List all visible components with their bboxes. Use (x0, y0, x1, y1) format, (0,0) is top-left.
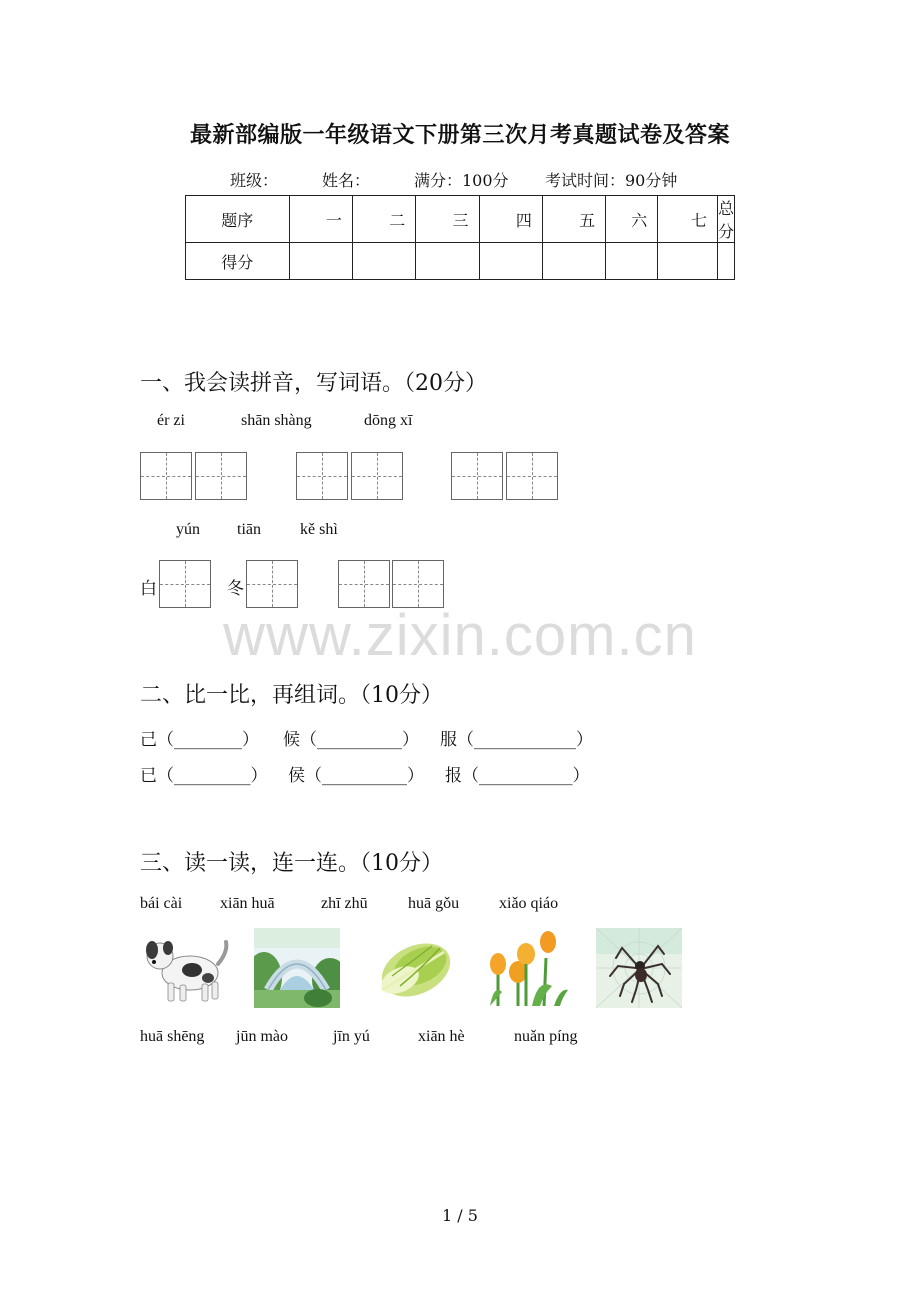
score-cell[interactable] (717, 243, 734, 280)
q3-top-pinyin[interactable]: bái cài (140, 895, 183, 912)
score-cell[interactable] (658, 243, 718, 280)
full-score: 满分：100分 (414, 171, 509, 190)
q2-item[interactable]: 侯（__________） (288, 766, 424, 786)
name-label: 姓名： (322, 171, 371, 190)
cabbage-picture[interactable] (370, 928, 456, 1008)
writing-box[interactable] (392, 560, 444, 608)
q1-pinyin-dongxi: dōng xī (364, 412, 413, 429)
col-5: 五 (542, 196, 605, 243)
q1-pinyin-erzi: ér zi (157, 412, 185, 429)
col-3: 三 (416, 196, 479, 243)
row-label-tixu: 题序 (186, 196, 290, 243)
q2-item[interactable]: 候（__________） (283, 730, 419, 750)
bridge-picture[interactable] (254, 928, 340, 1008)
exam-time: 考试时间：90分钟 (545, 171, 678, 190)
q3-heading: 三、读一读，连一连。（10分） (140, 851, 443, 876)
watermark: www.zixin.com.cn (223, 603, 697, 668)
q2-item[interactable]: 报（___________） (445, 766, 590, 786)
q3-bottom-pinyin[interactable]: jūn mào (236, 1028, 288, 1045)
writing-box[interactable] (338, 560, 390, 608)
score-cell[interactable] (606, 243, 658, 280)
q2-item[interactable]: 已（_________） (140, 766, 268, 786)
writing-box[interactable] (351, 452, 403, 500)
score-cell[interactable] (479, 243, 542, 280)
q3-bottom-pinyin[interactable]: xiān hè (418, 1028, 465, 1045)
writing-box[interactable] (140, 452, 192, 500)
q3-bottom-pinyin[interactable]: huā shēng (140, 1028, 205, 1045)
score-cell[interactable] (352, 243, 415, 280)
dog-picture[interactable] (140, 928, 230, 1008)
q3-top-pinyin[interactable]: huā gǒu (408, 895, 460, 912)
q1-pinyin-yun: yún (176, 521, 200, 538)
score-table (185, 195, 735, 280)
q3-top-pinyin[interactable]: xiǎo qiáo (499, 895, 559, 912)
writing-box[interactable] (246, 560, 298, 608)
col-total: 总分 (717, 196, 734, 243)
q3-top-pinyin[interactable]: xiān huā (220, 895, 275, 912)
q1-pinyin-tian: tiān (237, 521, 261, 538)
writing-box[interactable] (451, 452, 503, 500)
q1-pinyin-shanshang: shān shàng (241, 412, 312, 429)
q3-bottom-pinyin[interactable]: nuǎn píng (514, 1028, 578, 1045)
q1-prefix-dong: 冬 (227, 579, 244, 599)
q2-item[interactable]: 服（____________） (440, 730, 593, 750)
q2-item[interactable]: 己（________） (140, 730, 259, 750)
spider-picture[interactable] (596, 928, 682, 1008)
writing-box[interactable] (195, 452, 247, 500)
row-label-defen: 得分 (186, 243, 290, 280)
col-7: 七 (658, 196, 718, 243)
q1-heading: 一、我会读拼音，写词语。（20分） (140, 371, 487, 396)
score-cell[interactable] (289, 243, 352, 280)
q1-prefix-bai: 白 (140, 579, 157, 599)
col-1: 一 (289, 196, 352, 243)
score-cell[interactable] (542, 243, 605, 280)
col-2: 二 (352, 196, 415, 243)
q3-bottom-pinyin[interactable]: jīn yú (333, 1028, 370, 1045)
q2-heading: 二、比一比，再组词。（10分） (140, 683, 443, 708)
writing-box[interactable] (159, 560, 211, 608)
flowers-picture[interactable] (484, 928, 568, 1008)
score-cell[interactable] (416, 243, 479, 280)
class-label: 班级： (230, 171, 279, 190)
q1-pinyin-keshi: kě shì (300, 521, 338, 538)
col-4: 四 (479, 196, 542, 243)
writing-box[interactable] (506, 452, 558, 500)
score-table-header-row (186, 196, 735, 243)
writing-box[interactable] (296, 452, 348, 500)
page-number: 1 / 5 (442, 1206, 478, 1225)
q3-top-pinyin[interactable]: zhī zhū (321, 895, 368, 912)
page-title: 最新部编版一年级语文下册第三次月考真题试卷及答案 (189, 122, 730, 148)
col-6: 六 (606, 196, 658, 243)
score-table-score-row (186, 243, 735, 280)
